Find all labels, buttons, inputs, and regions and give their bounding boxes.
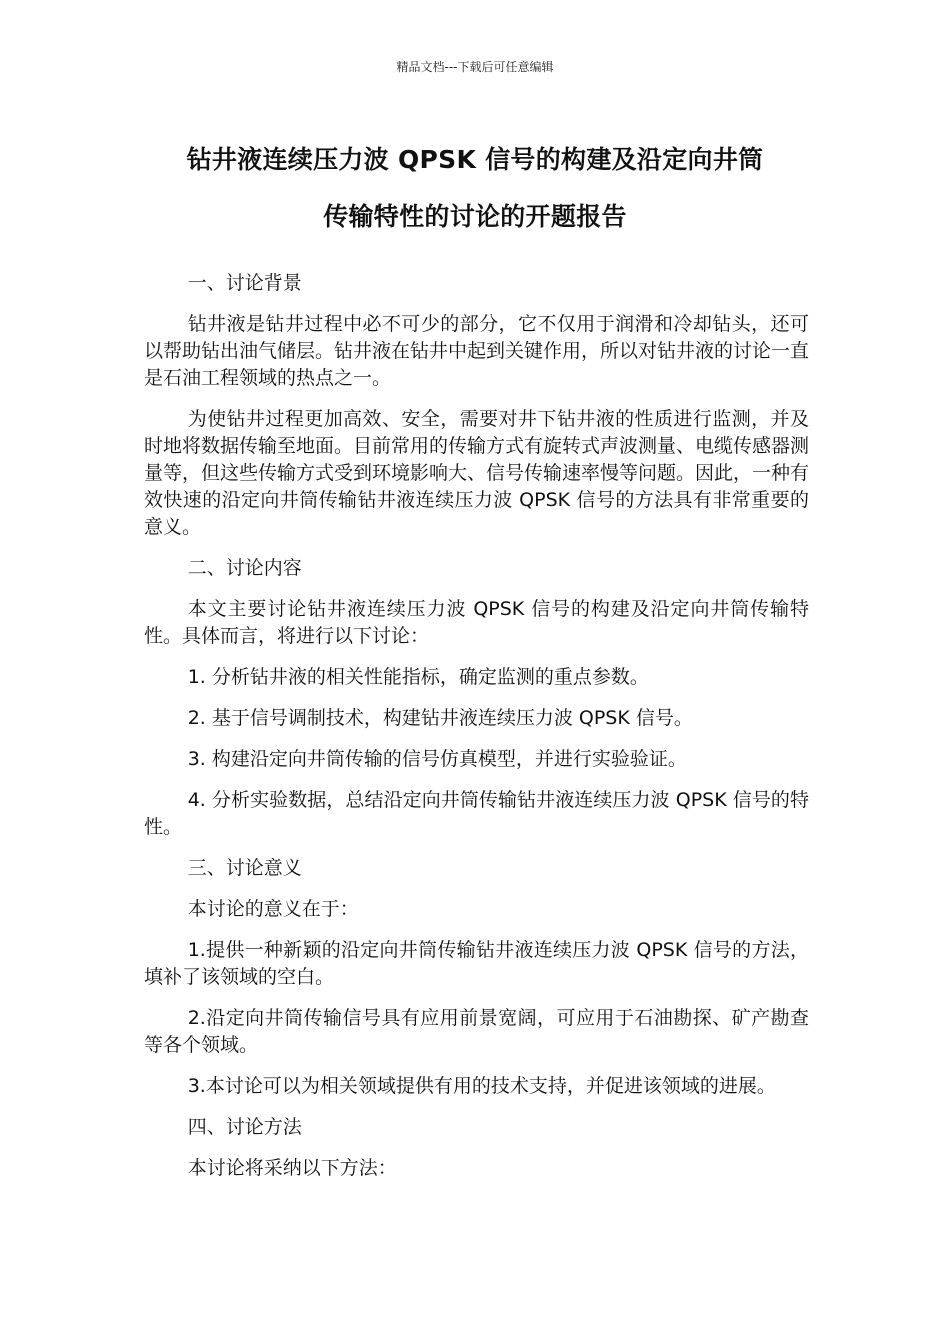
list-item: 4. 分析实验数据，总结沿定向井筒传输钻井液连续压力波 QPSK 信号的特性。 — [144, 789, 809, 838]
document-body — [144, 270, 809, 1196]
list-item: 1.提供一种新颖的沿定向井筒传输钻井液连续压力波 QPSK 信号的方法，填补了该领域的空白。 — [144, 939, 809, 988]
list-item: 2. 基于信号调制技术，构建钻井液连续压力波 QPSK 信号。 — [187, 707, 693, 729]
list-item: 3.本讨论可以为相关领域提供有用的技术支持，并促进该领域的进展。 — [187, 1075, 776, 1097]
title-line-1: 钻井液连续压力波 QPSK 信号的构建及沿定向井筒 — [186, 145, 764, 174]
list-item: 1. 分析钻井液的相关性能指标，确定监测的重点参数。 — [187, 666, 649, 688]
paragraph: 钻井液是钻井过程中必不可少的部分，它不仅用于润滑和冷却钻头，还可以帮助钻出油气储层。钻井液在钻井中起到关键作用，所以对钻井液的讨论一直是石油工程领域的热点之一。 — [144, 313, 810, 389]
paragraph: 本讨论将采纳以下方法： — [187, 1157, 397, 1179]
section-heading-significance: 三、讨论意义 — [187, 857, 302, 879]
paragraph: 为使钻井过程更加高效、安全，需要对井下钻井液的性质进行监测，并及时地将数据传输至地面。目前常用的传输方式有旋转式声波测量、电缆传感器测量等，但这些传输方式受到环境影响大、信号传输速率慢等问题。因此，一种有效快速的沿定向井筒传输钻井液连续压力波 QPSK 信号的方法具有非常重要的意义。 — [144, 408, 810, 538]
section-heading-content: 二、讨论内容 — [187, 557, 302, 579]
section-heading-method: 四、讨论方法 — [187, 1116, 302, 1138]
list-item: 3. 构建沿定向井筒传输的信号仿真模型，并进行实验验证。 — [187, 748, 687, 770]
header-note: 精品文档---下载后可任意编辑 — [396, 60, 554, 74]
title-line-2: 传输特性的讨论的开题报告 — [323, 202, 627, 231]
list-item: 2.沿定向井筒传输信号具有应用前景宽阔，可应用于石油勘探、矿产勘查等各个领域。 — [144, 1007, 809, 1056]
section-heading-background: 一、讨论背景 — [187, 272, 302, 294]
paragraph: 本讨论的意义在于： — [187, 898, 359, 920]
paragraph: 本文主要讨论钻井液连续压力波 QPSK 信号的构建及沿定向井筒传输特性。具体而言，将进行以下讨论： — [144, 598, 809, 647]
